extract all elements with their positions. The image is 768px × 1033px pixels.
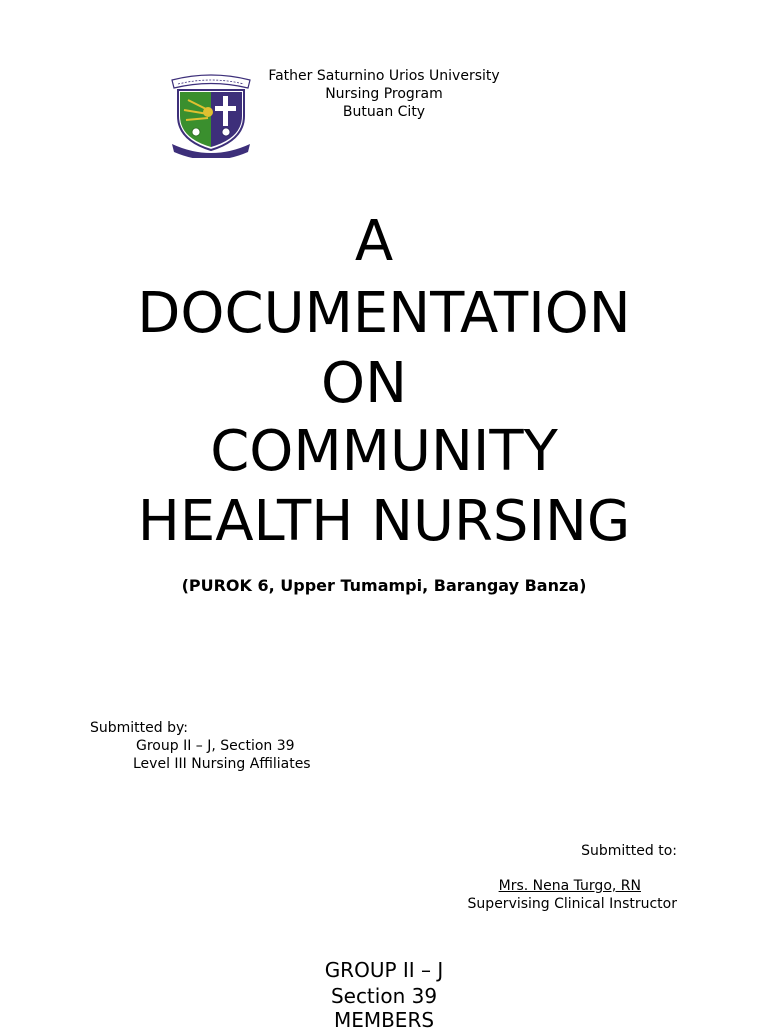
title-line-3: ON [321,351,407,416]
title-line-5: HEALTH NURSING [137,489,631,554]
title-line-1: A [354,209,394,274]
title-line-4: COMMUNITY [210,419,558,484]
location-subtitle: (PUROK 6, Upper Tumampi, Barangay Banza) [181,576,587,595]
program-name: Nursing Program [325,86,443,102]
university-name: Father Saturnino Urios University [268,68,500,84]
title-line-2: DOCUMENTATION [137,281,631,346]
submitted-by-level: Level III Nursing Affiliates [133,756,311,772]
footer-section: Section 39 [330,984,438,1008]
footer-group: GROUP II – J [324,958,444,982]
city-name: Butuan City [342,104,426,120]
instructor-role: Supervising Clinical Instructor [467,896,677,912]
submitted-to-label: Submitted to: [581,843,677,859]
submitted-by-label: Submitted by: [90,720,188,736]
submitted-by-group: Group II – J, Section 39 [136,738,295,754]
footer-members: MEMBERS [333,1008,435,1032]
instructor-name: Mrs. Nena Turgo, RN [498,878,641,894]
